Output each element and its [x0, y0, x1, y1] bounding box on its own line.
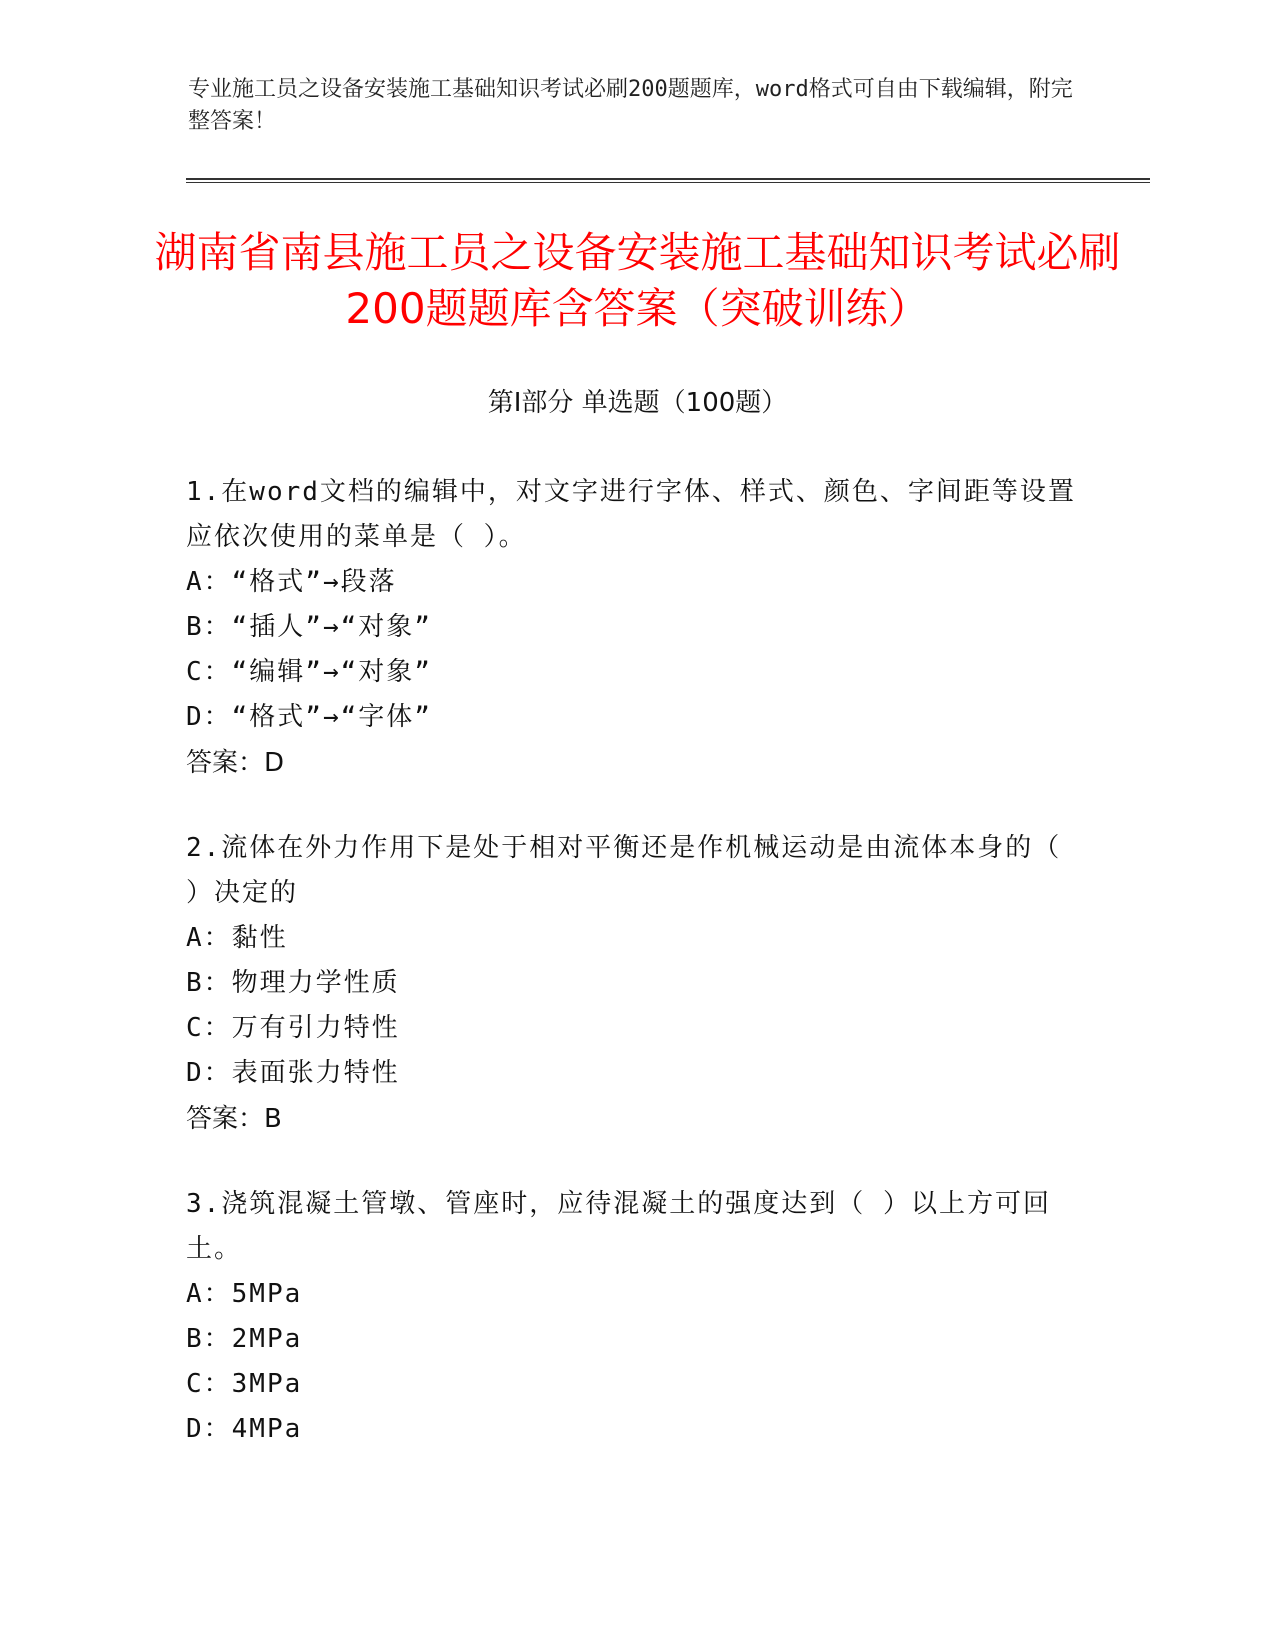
- option-d: D：4MPa: [186, 1414, 303, 1444]
- option-c: C：3MPa: [186, 1369, 303, 1399]
- section-heading: 第Ⅰ部分 单选题（100题）: [487, 388, 788, 418]
- option-c: C：万有引力特性: [186, 1013, 400, 1043]
- option-a: A：“格式”→段落: [186, 567, 397, 597]
- question-list: [186, 470, 1086, 1492]
- answer: 答案：D: [186, 748, 285, 778]
- question-stem: 2.流体在外力作用下是处于相对平衡还是作机械运动是由流体本身的（ ）决定的: [186, 833, 1062, 908]
- option-c: C：“编辑”→“对象”: [186, 657, 432, 687]
- option-a: A：5MPa: [186, 1279, 303, 1309]
- question-1: [186, 470, 1086, 786]
- option-b: B：物理力学性质: [186, 968, 400, 998]
- option-a: A：黏性: [186, 923, 288, 953]
- document-title: 湖南省南县施工员之设备安装施工基础知识考试必刷200题题库含答案（突破训练）: [154, 228, 1121, 333]
- question-stem: 1.在word文档的编辑中，对文字进行字体、样式、颜色、字间距等设置应依次使用的菜单是（ ）。: [186, 477, 1076, 552]
- question-stem: 3.浇筑混凝土管墩、管座时，应待混凝土的强度达到（ ）以上方可回土。: [186, 1189, 1051, 1264]
- header-divider-thick: [186, 178, 1150, 180]
- option-d: D：表面张力特性: [186, 1058, 400, 1088]
- header-note: 专业施工员之设备安装施工基础知识考试必刷200题题库，word格式可自由下载编辑，附完整答案！: [188, 77, 1073, 134]
- answer: 答案：B: [186, 1104, 282, 1134]
- option-b: B：2MPa: [186, 1324, 303, 1354]
- question-2: [186, 826, 1086, 1142]
- option-b: B：“插人”→“对象”: [186, 612, 432, 642]
- question-3: [186, 1182, 1086, 1452]
- option-d: D：“格式”→“字体”: [186, 702, 432, 732]
- header-divider-thin: [186, 182, 1150, 183]
